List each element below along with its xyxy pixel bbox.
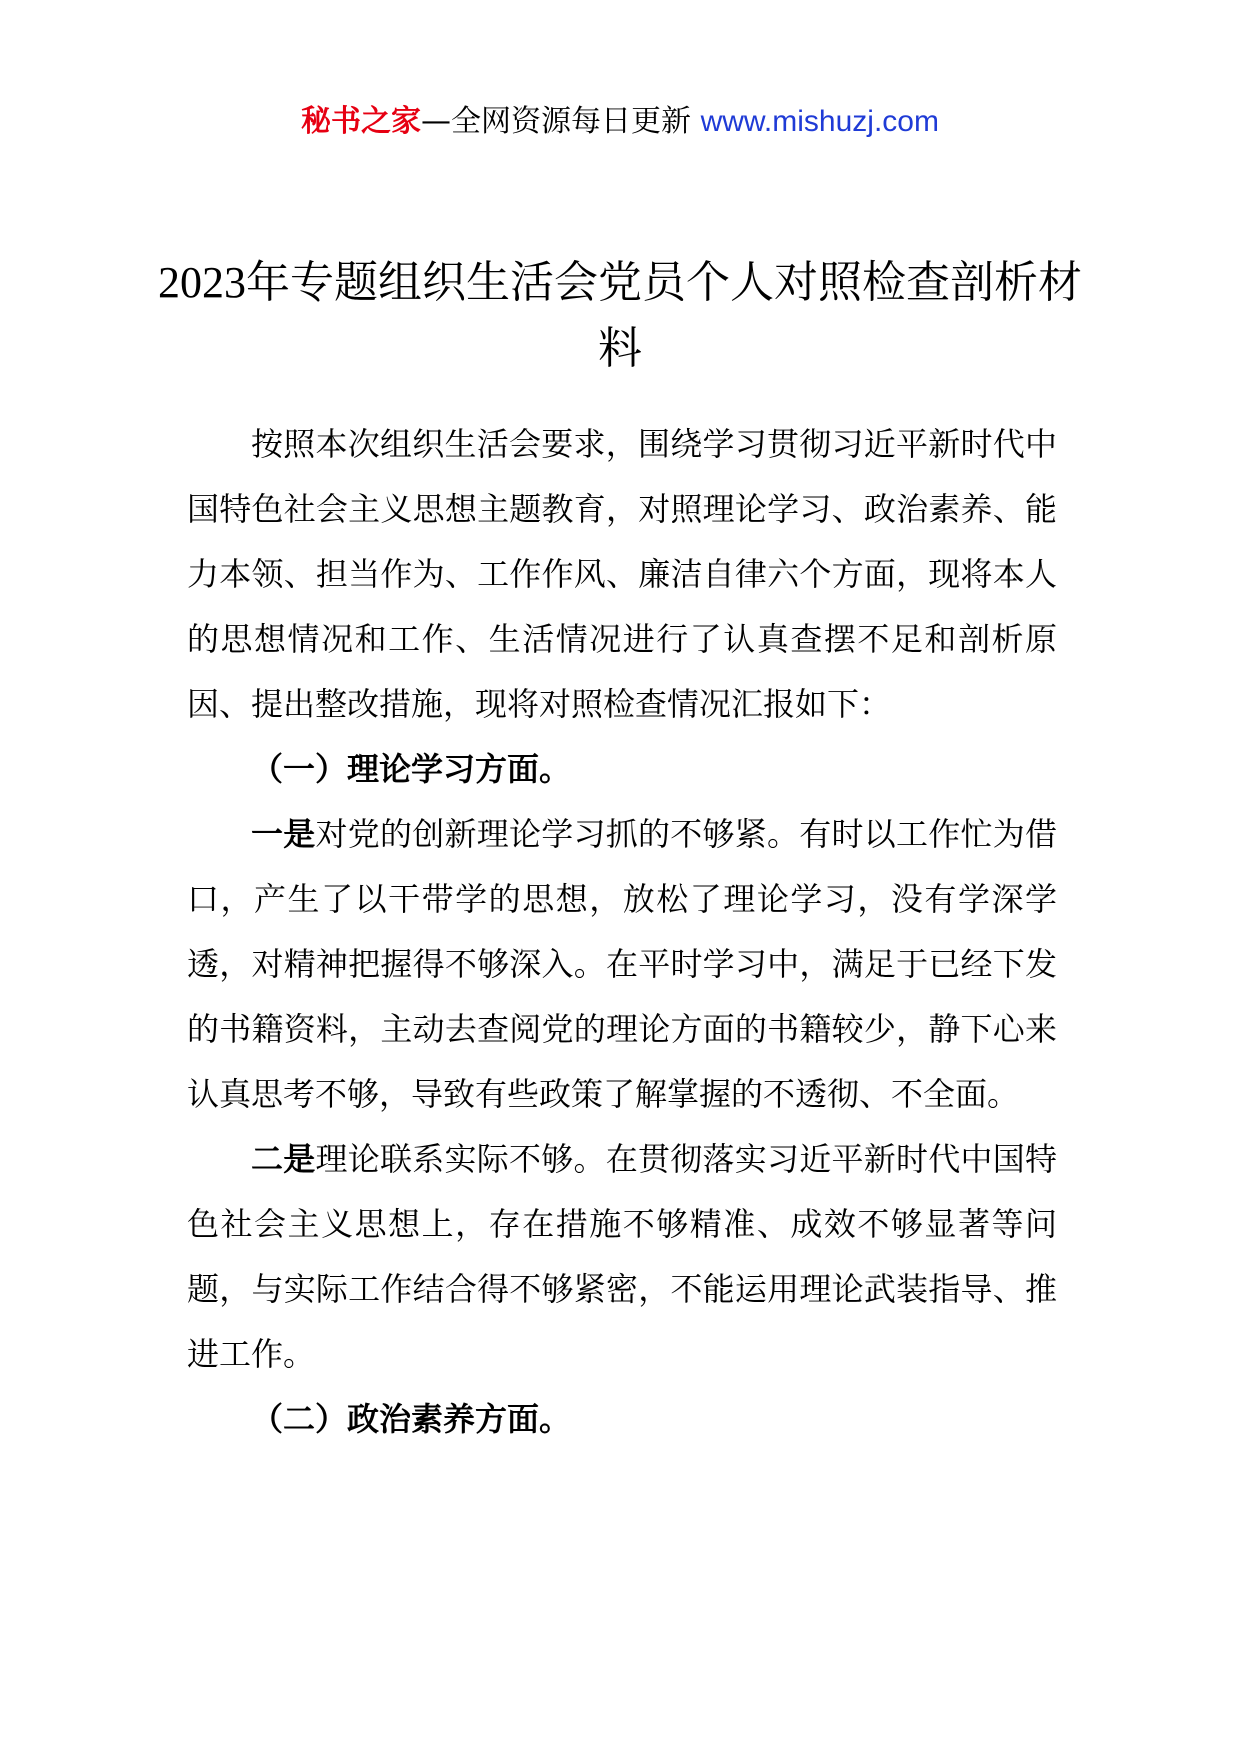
point-paragraph xyxy=(187,802,1057,1127)
site-header xyxy=(0,102,1240,142)
title-year: 2023 xyxy=(158,258,246,307)
section-heading-theory: （一）理论学习方面。 xyxy=(251,750,572,788)
site-url-link[interactable]: www.mishuzj.com xyxy=(700,105,939,138)
site-tagline: —全网资源每日更新 xyxy=(421,104,692,139)
document-title xyxy=(150,250,1090,382)
intro-paragraph: 按照本次组织生活会要求，围绕学习贯彻习近平新时代中国特色社会主义思想主题教育，对照理论学习、政治素养、能力本领、担当作为、工作作风、廉洁自律六个方面，现将本人的思想情况和工作、生活情况进行了认真查摆不足和剖析原因、提出整改措施，现将对照检查情况汇报如下： xyxy=(187,425,1057,723)
brand-name: 秘书之家 xyxy=(301,104,422,139)
title-text: 年专题组织生活会党员个人对照检查剖析材料 xyxy=(246,257,1082,374)
point-text: 对党的创新理论学习抓的不够紧。有时以工作忙为借口，产生了以干带学的思想，放松了理论学习，没有学深学透，对精神把握得不够深入。在平时学习中，满足于已经下发的书籍资料，主动去查阅党的理论方面的书籍较少，静下心来认真思考不够，导致有些政策了解掌握的不透彻、不全面。 xyxy=(187,815,1057,1113)
document-body xyxy=(187,412,1057,1452)
point-lead: 一是 xyxy=(251,815,316,853)
section-heading-politics: （二）政治素养方面。 xyxy=(251,1400,572,1438)
point-paragraph xyxy=(187,1127,1057,1387)
point-lead: 二是 xyxy=(251,1140,316,1178)
point-text: 理论联系实际不够。在贯彻落实习近平新时代中国特色社会主义思想上，存在措施不够精准、成效不够显著等问题，与实际工作结合得不够紧密，不能运用理论武装指导、推进工作。 xyxy=(187,1140,1057,1373)
